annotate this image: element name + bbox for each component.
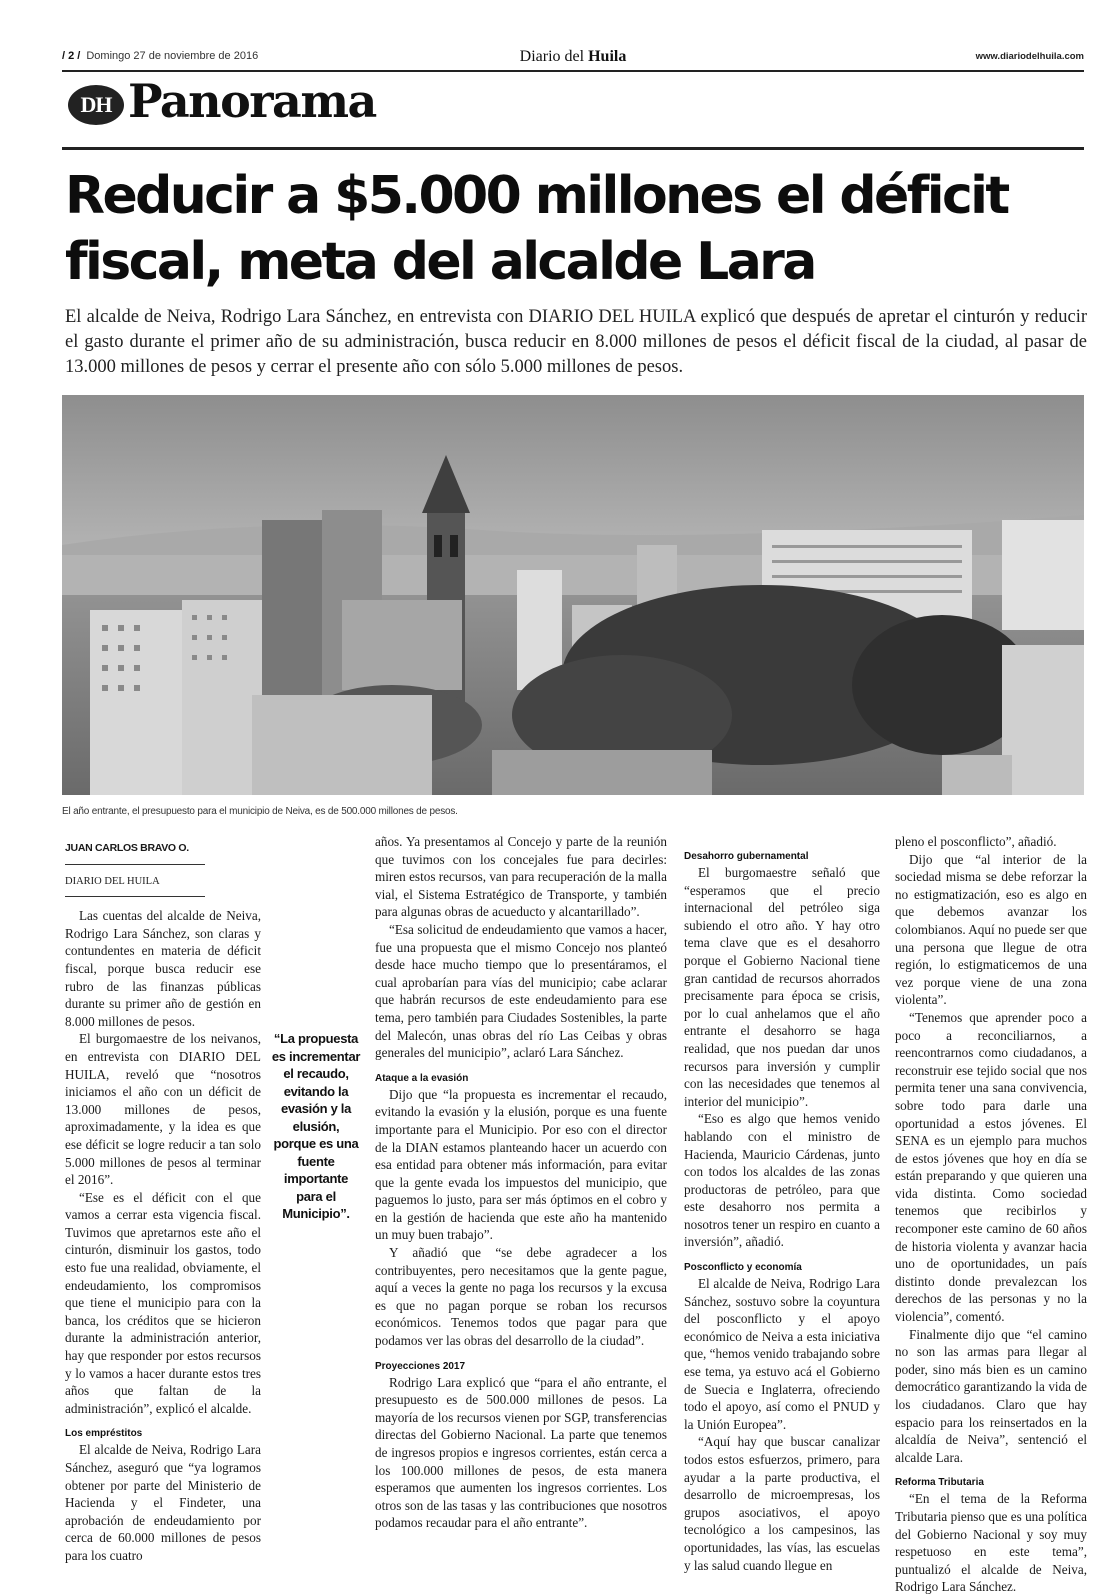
paragraph: “En el tema de la Reforma Tributaria pienso que es una política del Gobierno Nacional y soy muy respetuoso en este tema”, puntualizó el alcalde de Neiva, Rodrigo Lara Sánchez. bbox=[895, 1491, 1087, 1595]
city-skyline-image bbox=[62, 395, 1084, 795]
paragraph: “Esa solicitud de endeudamiento que vamos a hacer, fue una propuesta que el mismo Concejo nos planteó desde hace mucho tiempo que lo presentáramos, el cual aprobarían para vías del municipio; cabe aclarar que habrán recursos de este endeudamiento para ese tema, pero también para Ciudades Sostenibles, la parte del Malecón, unas obras del río Las Ceibas y obras generales del municipio”, aclaró Lara Sánchez. bbox=[375, 921, 667, 1061]
paragraph: El alcalde de Neiva, Rodrigo Lara Sánchez, sostuvo sobre la coyuntura del posconflicto y el apoyo económico de Neiva a esta iniciativa que, “hemos venido trabajando sobre ese tema, ya estuvo acá el Gobierno de Suecia e Inglaterra, ofreciendo todo el apoyo, así como el PNUD y la Unión Europea”. bbox=[684, 1276, 880, 1432]
article-headline bbox=[65, 163, 1090, 295]
headline-line-2: fiscal, meta del alcalde Lara bbox=[65, 232, 815, 292]
paragraph: “Aquí hay que buscar canalizar todos estos esfuerzos, primero, para ayudar a la parte productiva, el desarrollo de microempresas, los grupos asociativos, el apoyo tecnológico a los campesinos, las oportunidades, las vías, las escuelas y las salud cuando llegue en bbox=[684, 1434, 880, 1573]
paragraph: El alcalde de Neiva, Rodrigo Lara Sánchez, aseguró que “ya logramos obtener por parte del Ministerio de Hacienda y el Findeter, una aprobación de endeudamiento por cerca de 60.000 millones de pesos para los cuatro bbox=[65, 1442, 261, 1563]
subheading: Desahorro gubernamental bbox=[684, 851, 809, 862]
subheading: Proyecciones 2017 bbox=[375, 1360, 466, 1372]
paragraph: Rodrigo Lara explicó que “para el año entrante, el presupuesto es de 500.000 millones de pesos. La mayoría de los recursos vienen por SGP, transferencias directas del Gobierno Nacional. La parte que tenemos de ingresos propios e ingresos corrientes, están cerca a los 100.000 millones de pesos, de esta manera esperamos que aumenten los ingresos corrientes. Los otros son de las tasas y las contribuciones que nosotros podamos recaudar para el año entrante”. bbox=[375, 1374, 667, 1531]
section-divider bbox=[62, 147, 1084, 150]
subheading: Ataque a la evasión bbox=[375, 1072, 469, 1084]
subheading: Posconflicto y economía bbox=[684, 1262, 802, 1274]
paragraph: El burgomaestre de los neivanos, en entrevista con DIARIO DEL HUILA, reveló que “nosotros iniciamos el año con un déficit de 13.000 millones de pesos, aproximadamente, y la idea es que ese déficit se logre reducir a tan solo 5.000 millones de pesos al terminar el 2016”. bbox=[65, 1031, 261, 1188]
city-aerial-photo bbox=[62, 395, 1084, 795]
byline-divider bbox=[65, 864, 205, 865]
section-title: Panorama bbox=[128, 74, 376, 128]
source-label: DIARIO DEL HUILA bbox=[65, 875, 160, 887]
paragraph: “Ese es el déficit con el que vamos a cerrar esta vigencia fiscal. Tuvimos que apretarnos este año el cinturón, disminuir los gastos, todo esto fue una realidad, obviamente, el endeudamiento, los compromisos que tiene el municipio para con la banca, los créditos que se hicieron durante la administración anterior, hay que responder por estos recursos y lo vamos a hacer durante estos tres años que faltan de la administración”, explicó el alcalde. bbox=[65, 1189, 261, 1416]
pull-quote: “La propuesta es incrementar el recaudo, evitando la evasión y la elusión, porque es una fuente importante para el Municipio”. bbox=[271, 1031, 361, 1221]
dh-logo-icon: DH bbox=[68, 85, 124, 125]
masthead-bold: Huila bbox=[588, 48, 627, 65]
paragraph: Finalmente dijo que “el camino no son las armas para llegar al poder, sino más bien es un camino democrático garantizando la vida de los ciudadanos. Claro que hay espacio para los reinsertados en la alcaldía de Neiva”, sentenció el alcalde Lara. bbox=[895, 1326, 1087, 1465]
paragraph: Y añadió que “se debe agradecer a los contribuyentes, pero necesitamos que la gente pague, aquí a veces la gente no paga los recursos y la excusa es que no pagan porque se roban los recursos económicos. Tenemos todos que pagar para que podamos ver las obras del desarrollo de la ciudad”. bbox=[375, 1245, 667, 1349]
headline-line-1: Reducir a $5.000 millones el déficit bbox=[65, 166, 1008, 226]
source-divider bbox=[65, 896, 205, 897]
paragraph: “Eso es algo que hemos venido hablando con el ministro de Hacienda, Mauricio Cárdenas, junto con todos los alcaldes de las zonas productoras de petróleo, para que este desahorro nos permita a nosotros tener un respiro en cuanto a inversión”, añadió. bbox=[684, 1111, 880, 1250]
paragraph: Dijo que “la propuesta es incrementar el recaudo, evitando la evasión y la elusión, porque es una fuente importante para el Municipio. Por eso con el director de la DIAN estamos planteando hacer un acuerdo con esa entidad para obtener más información, para evitar que la gente evada los impuestos del municipio, que paguemos lo justo, para ser más óptimos en el cobro y en la gestión de hacienda que este año ha mantenido un muy buen trabajo”. bbox=[375, 1086, 667, 1243]
page-header bbox=[62, 48, 1084, 68]
photo-caption: El año entrante, el presupuesto para el municipio de Neiva, es de 500.000 millones de pesos. bbox=[62, 806, 458, 817]
article-column-2 bbox=[375, 833, 667, 1532]
subheading: Reforma Tributaria bbox=[895, 1477, 984, 1489]
paragraph: pleno el posconflicto”, añadió. bbox=[895, 834, 1057, 849]
paragraph: Dijo que “al interior de la sociedad misma se debe reforzar la no estigmatización, eso es algo en que debemos avanzar los colombianos. Aquí no puede ser que una persona que llegue de otra región, lo estigmaticemos de una vez porque viene de una zona violenta”. bbox=[895, 851, 1087, 1008]
paragraph: Las cuentas del alcalde de Neiva, Rodrigo Lara Sánchez, son claras y contundentes en materia de déficit fiscal, porque busca reducir ese rubro de las finanzas públicas durante su primer año de gestión en 8.000 millones de pesos. bbox=[65, 908, 261, 1029]
article-column-3 bbox=[684, 850, 880, 1574]
paragraph: El burgomaestre señaló que “esperamos que el precio internacional del petróleo siga subiendo el otro año. Y hay otro tema clave que es el desahorro porque el Gobierno Nacional tiene gran cantidad de recursos ahorrados precisamente para época se crisis, por lo cual anhelamos que el año entrante el desahorro se haga realidad, que nos puedan dar unos recursos para inversión y cumplir con las necesidades que tenemos al interior del municipio”. bbox=[684, 865, 880, 1109]
paragraph: años. Ya presentamos al Concejo y parte de la reunión que tuvimos con los concejales fue para decirles: miren estos recursos, van para recuperación de la malla vial, el Sistema Estratégico de Transporte, y también para algunas obras de acueducto y alcantarillado”. bbox=[375, 834, 667, 920]
subheading: Los empréstitos bbox=[65, 1428, 143, 1440]
byline: JUAN CARLOS BRAVO O. bbox=[65, 842, 189, 854]
website-url[interactable]: www.diariodelhuila.com bbox=[975, 51, 1084, 62]
article-column-1 bbox=[65, 840, 261, 1565]
paragraph: “Tenemos que aprender poco a poco a reconciliarnos, a reencontrarnos como ciudadanos, a reconstruir ese tejido social que nos permita tener una sana convivencia, sobre todo para darle una oportunidad a estos jóvenes. El SENA es un ejemplo para muchos de estos jóvenes que hoy en día se están preparando y que quieren una vida distinta. Como sociedad tenemos que recibirlos y recomponer este camino de 60 años de historia violenta y avanzar hacia uno de oportunidades, un país distinto donde prevalezcan los derechos de las personas y no la violencia”, comentó. bbox=[895, 1009, 1087, 1325]
edition-date: Domingo 27 de noviembre de 2016 bbox=[86, 50, 259, 62]
page-number: / 2 / bbox=[62, 50, 81, 62]
header-divider bbox=[62, 70, 1084, 72]
masthead bbox=[62, 48, 1084, 66]
article-lede: El alcalde de Neiva, Rodrigo Lara Sánchez, en entrevista con DIARIO DEL HUILA explicó que después de apretar el cinturón y reducir el gasto durante el primer año de su administración, busca reducir en 8.000 millones de pesos el déficit fiscal de la ciudad, al pasar de 13.000 millones de pesos y cerrar el presente año con sólo 5.000 millones de pesos. bbox=[65, 307, 1087, 377]
masthead-plain: Diario del bbox=[519, 48, 589, 65]
article-column-4 bbox=[895, 833, 1087, 1596]
